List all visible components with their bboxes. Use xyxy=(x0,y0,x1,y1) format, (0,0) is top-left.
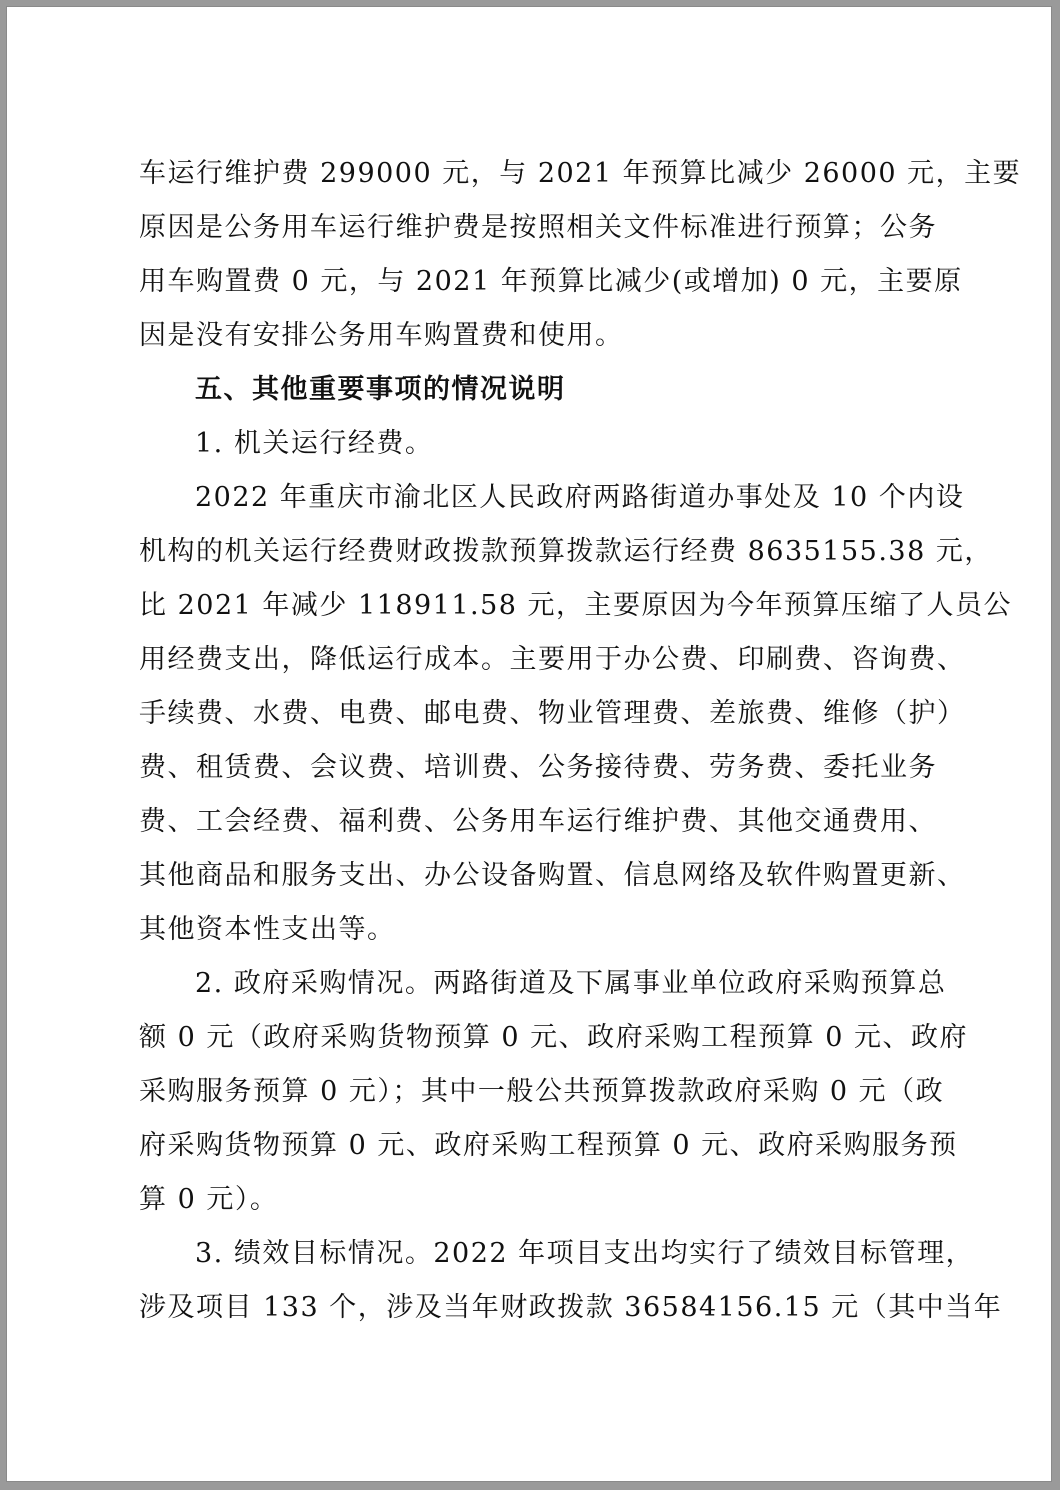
document-page xyxy=(6,6,1052,1482)
text-line: 额 0 元（政府采购货物预算 0 元、政府采购工程预算 0 元、政府 xyxy=(139,1022,969,1053)
text-line: 用经费支出，降低运行成本。主要用于办公费、印刷费、咨询费、 xyxy=(139,644,966,675)
text-line: 费、工会经费、福利费、公务用车运行维护费、其他交通费用、 xyxy=(139,806,937,837)
section-heading: 五、其他重要事项的情况说明 xyxy=(195,374,566,405)
text-line: 采购服务预算 0 元）；其中一般公共预算拨款政府采购 0 元（政 xyxy=(139,1076,945,1107)
subsection-title: 1. 机关运行经费。 xyxy=(195,428,434,459)
text-line: 因是没有安排公务用车购置费和使用。 xyxy=(139,320,624,351)
text-line: 用车购置费 0 元，与 2021 年预算比减少(或增加) 0 元，主要原 xyxy=(139,266,963,297)
text-line: 机构的机关运行经费财政拨款预算拨款运行经费 8635155.38 元， xyxy=(139,536,993,567)
text-line: 比 2021 年减少 118911.58 元，主要原因为今年预算压缩了人员公 xyxy=(139,590,1013,621)
text-line: 2. 政府采购情况。两路街道及下属事业单位政府采购预算总 xyxy=(195,968,947,999)
text-line: 其他资本性支出等。 xyxy=(139,914,396,945)
text-line: 府采购货物预算 0 元、政府采购工程预算 0 元、政府采购服务预 xyxy=(139,1130,958,1161)
text-line: 涉及项目 133 个，涉及当年财政拨款 36584156.15 元（其中当年 xyxy=(139,1292,1003,1323)
text-line: 其他商品和服务支出、办公设备购置、信息网络及软件购置更新、 xyxy=(139,860,966,891)
text-line: 2022 年重庆市渝北区人民政府两路街道办事处及 10 个内设 xyxy=(195,482,965,513)
text-line: 手续费、水费、电费、邮电费、物业管理费、差旅费、维修（护） xyxy=(139,698,966,729)
text-line: 原因是公务用车运行维护费是按照相关文件标准进行预算；公务 xyxy=(139,212,937,243)
text-line: 费、租赁费、会议费、培训费、公务接待费、劳务费、委托业务 xyxy=(139,752,937,783)
text-line: 车运行维护费 299000 元，与 2021 年预算比减少 26000 元，主要 xyxy=(139,158,1022,189)
text-line: 算 0 元）。 xyxy=(139,1184,279,1215)
text-line: 3. 绩效目标情况。2022 年项目支出均实行了绩效目标管理， xyxy=(195,1238,975,1269)
